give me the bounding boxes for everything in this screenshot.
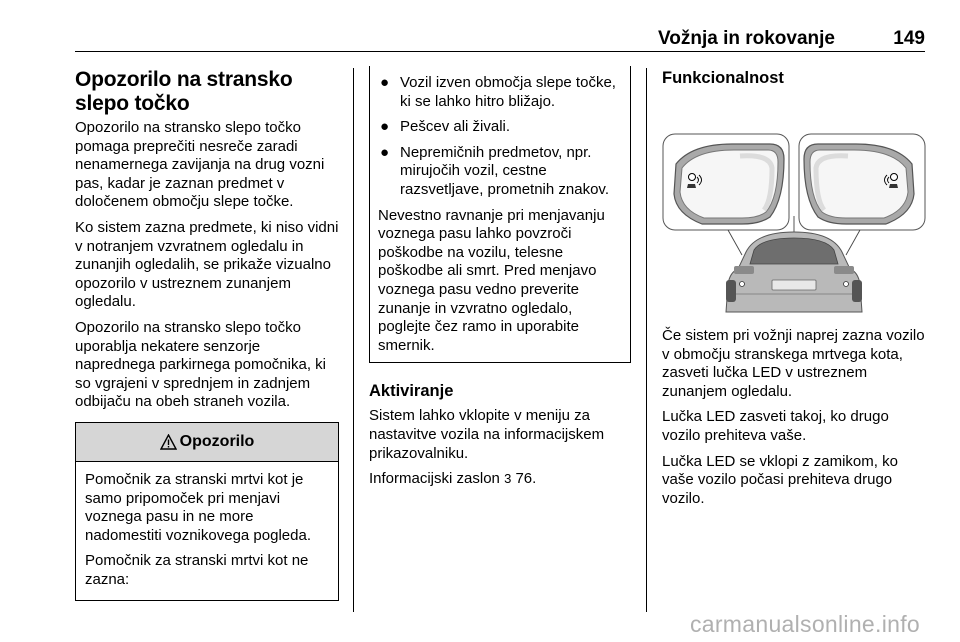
list-item [378,144,622,200]
warning-paragraph: Nevestno ravnanje pri menjavanju voznega pasu lahko povzroči poškodbe na vozilu, telesne poškodbe ali smrt. Pred menjavo voznega pasu vedno preverite zunanje in vzvratno ogledalo, poglejte čez ramo in uporabite smernik. [378,206,605,354]
page-number: 149 [893,28,925,49]
header-rule [75,51,925,52]
cross-reference [369,470,631,489]
mirror-led-illustration [662,104,926,314]
warning-paragraph: Pomočnik za stranski mrtvi kot je samo pripomoček pri menjavi voznega pasu in ne more nadomestiti voznikovega pogleda. [85,470,311,544]
warning-body [76,462,338,601]
list-item-text: Pešcev ali živali. [400,118,511,136]
list-item [378,118,622,137]
paragraph: Sistem lahko vklopite v meniju za nastavitve vozila na informacijskem prikazovalniku. [369,407,605,462]
reference-arrow-icon: 3 [504,471,512,487]
bullet-list [378,66,622,200]
column-3 [662,68,926,515]
reference-page[interactable]: 76. [515,470,537,488]
column-1 [75,68,343,601]
left-mirror-icon [663,134,789,230]
section-heading-functionality: Funkcionalnost [662,69,784,87]
warning-title: Opozorilo [179,432,255,450]
list-item-text: Nepremičnih predmetov, npr. mirujočih vozil, cestne razsvetljave, prometnih znakov. [400,143,609,198]
warning-box [75,422,339,602]
warning-paragraph: Pomočnik za stranski mrtvi kot ne zazna: [85,552,309,588]
paragraph: Opozorilo na stransko slepo točko pomaga preprečiti nesreče zaradi nenamernega zavijanja na drug vozni pas, kadar je zaznan predmet v določenem območju slepe točke. [75,119,325,211]
watermark: carmanualsonline.info [689,611,920,637]
bullet-icon: ● [380,74,390,91]
page-header [75,22,925,52]
column-divider-left [353,68,354,612]
paragraph: Ko sistem zazna predmete, ki niso vidni v notranjem vzvratnem ogledalu in zunanjih ogledalih, se prikaže vizualno opozorilo v ustreznem zunanjem ogledalu. [75,218,339,311]
warning-triangle-icon [160,434,177,450]
paragraph: Če sistem pri vožnji naprej zazna vozilo v območju stranskega mrtvega kota, zasveti lučka LED v ustreznem zunanjem ogledalu. [662,327,925,400]
paragraph: Opozorilo na stransko slepo točko uporablja nekatere senzorje naprednega parkirnega pomočnika, ki so vgrajeni v sprednjem in zadnjem odbijaču na obeh straneh vozila. [75,318,326,411]
paragraph: Lučka LED se vklopi z zamikom, ko vaše vozilo počasi prehiteva drugo vozilo. [662,452,898,507]
right-mirror-icon [799,134,925,230]
bullet-icon: ● [380,143,390,161]
car-rear-icon [726,232,862,312]
section-heading-blind-spot: Opozorilo na stransko slepo točko [75,68,293,115]
column-2 [369,68,631,496]
warning-box-continued [369,66,631,363]
warning-header [76,423,338,462]
header-title: Vožnja in rokovanje [657,28,835,49]
column-divider-right [646,68,647,612]
reference-label: Informacijski zaslon [369,470,500,488]
list-item [378,66,622,111]
list-item-text: Vozil izven območja slepe točke, ki se lahko hitro bližajo. [400,74,616,110]
section-heading-activation: Aktiviranje [369,382,454,401]
bullet-icon: ● [380,118,390,136]
paragraph: Lučka LED zasveti takoj, ko drugo vozilo prehiteva vaše. [662,408,889,444]
